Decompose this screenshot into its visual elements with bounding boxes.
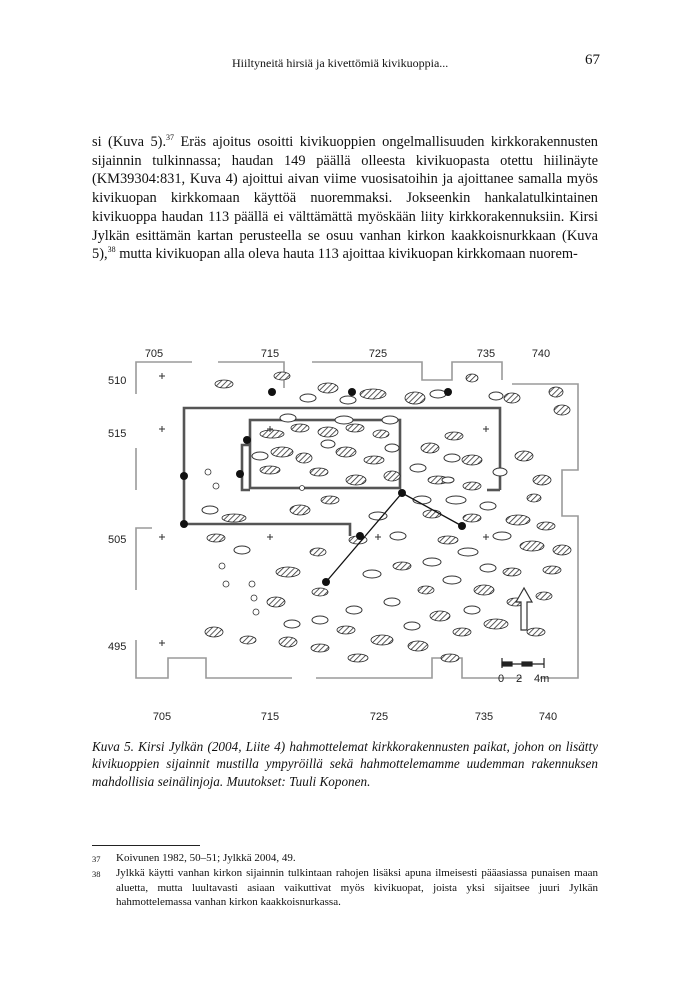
text-part-3: mutta kivikuopan alla oleva hauta 113 ajoittaa kivikuopan kirkkomaan nuorem- bbox=[115, 246, 578, 263]
x-label-top-715: 715 bbox=[260, 348, 280, 360]
x-label-bottom-715: 715 bbox=[260, 711, 280, 723]
x-label-top-740: 740 bbox=[531, 348, 551, 360]
footnote-number: 38 bbox=[92, 869, 101, 880]
larger-church-outline bbox=[184, 408, 500, 524]
footnote-ref-37[interactable]: 37 bbox=[166, 133, 175, 143]
x-label-bottom-725: 725 bbox=[369, 711, 389, 723]
x-label-bottom-705: 705 bbox=[152, 711, 172, 723]
excavation-plan-map bbox=[92, 340, 598, 730]
text-part-2: Eräs ajoitus osoitti kivikuoppien ongelmallisuuden kirkkorakennusten sijainnin tulkinnassa; haudan 149 päällä olleesta kivikuopasta otettu hiilinäyte (KM39304:831, Kuva 4) ajoittui aivan viime vuosisatoihin ja ajoittanee samalla myös kivikuopan kirkkomaan käyttöä nuoremmaksi. Jokseenkin hankalatulkintainen kivikuoppa haudan 113 päällä ei välttämättä myöskään liity kirkkorakennuksiin. Kirsi Jylkän esittämän kartan perusteella se osuu vanhan kirkon kaakkoisnurkkaan (Kuva 5), bbox=[92, 134, 599, 263]
footnote-text: Koivunen 1982, 50–51; Jylkkä 2004, 49. bbox=[116, 852, 296, 864]
footnotes bbox=[92, 851, 598, 909]
excavation-plan-figure bbox=[92, 340, 598, 730]
x-label-top-735: 735 bbox=[476, 348, 496, 360]
footnote-separator bbox=[92, 845, 200, 846]
y-label-515: 515 bbox=[108, 428, 127, 440]
north-arrow-icon bbox=[516, 588, 532, 630]
footnote-ref-38[interactable]: 38 bbox=[107, 245, 116, 255]
x-label-bottom-740: 740 bbox=[538, 711, 558, 723]
scale-label-0: 0 bbox=[498, 673, 505, 685]
y-label-505: 505 bbox=[108, 534, 127, 546]
x-label-bottom-735: 735 bbox=[474, 711, 494, 723]
x-label-top-725: 725 bbox=[368, 348, 388, 360]
running-head: Hiiltyneitä hirsiä ja kivettömiä kivikuoppia... bbox=[232, 56, 449, 70]
scale-bar bbox=[502, 658, 544, 668]
page-number: 67 bbox=[585, 52, 600, 68]
stone-features bbox=[205, 372, 571, 662]
body-paragraph bbox=[92, 133, 598, 264]
text-part-1: si (Kuva 5). bbox=[92, 134, 167, 150]
scale-label-4m: 4m bbox=[534, 673, 550, 685]
y-label-495: 495 bbox=[108, 641, 127, 653]
figure-caption: Kuva 5. Kirsi Jylkän (2004, Liite 4) hahmottelemat kirkkorakennusten paikat, johon on lisätty kivikuoppien sijainnit mustilla ympyröillä sekä hahmottelemamme uudemman rakennuksen mahdollisia seinälinjoja. Muutokset: Tuuli Koponen. bbox=[92, 739, 598, 789]
footnote-37 bbox=[92, 851, 598, 866]
scale-label-2: 2 bbox=[516, 673, 523, 685]
footnote-number: 37 bbox=[92, 854, 101, 864]
footnote-text: Jylkkä käytti vanhan kirkon sijainnin tulkintaan rahojen lisäksi apuna ilmeisesti pääasiassa punaisen maan aluetta, mutta luultavasti asiaan vaikuttivat myös kivikuopat, joista yksi sijaitsee juuri Jylkän hahmottelemassa vanhan kirkon kaakkoisnurkassa. bbox=[116, 867, 598, 908]
y-label-510: 510 bbox=[108, 375, 127, 387]
x-label-top-705: 705 bbox=[144, 348, 164, 360]
footnote-38 bbox=[92, 866, 598, 909]
